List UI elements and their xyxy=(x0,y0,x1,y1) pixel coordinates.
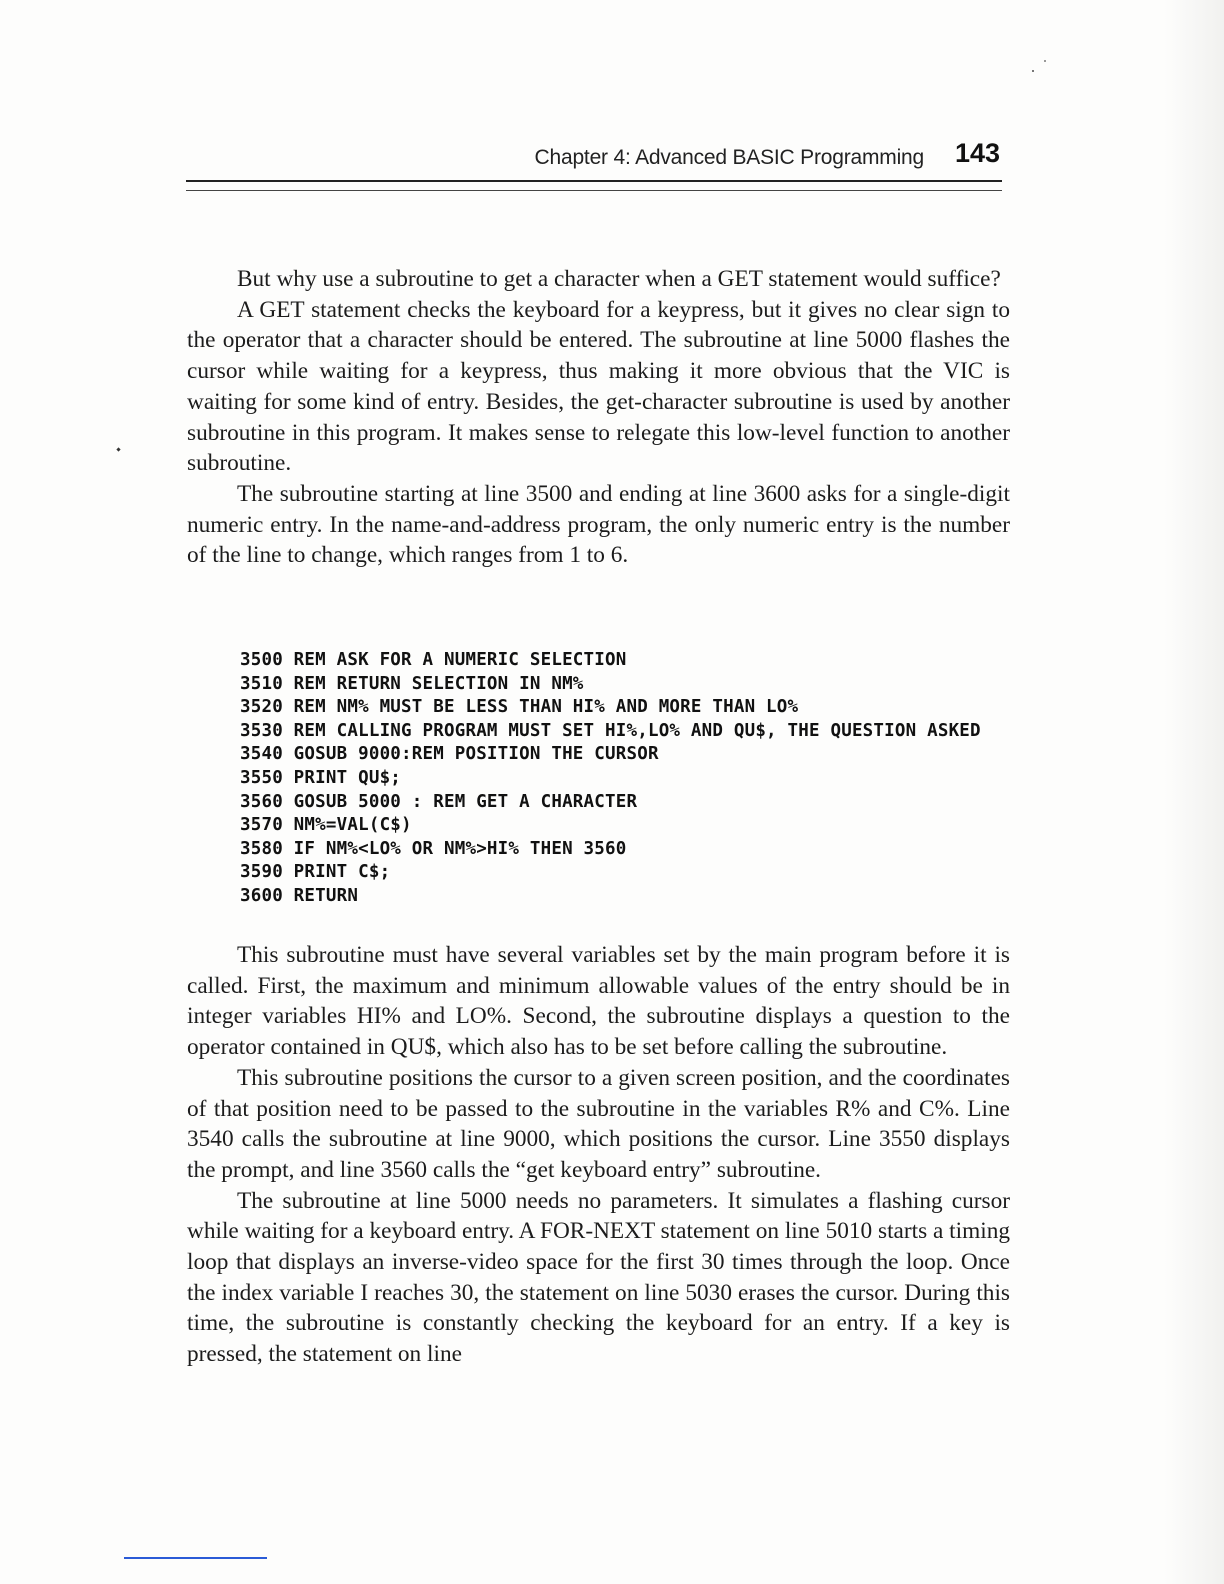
margin-mark xyxy=(116,447,120,451)
speck xyxy=(1032,70,1034,72)
code-listing xyxy=(240,649,1030,909)
code-line: 3580 IF NM%<LO% OR NM%>HI% THEN 3560 xyxy=(240,838,627,859)
running-header xyxy=(186,138,1002,176)
code-line: 3600 RETURN xyxy=(240,885,359,906)
page-edge-shading xyxy=(1164,0,1224,1584)
paragraph: A GET statement checks the keyboard for a keypress, but it gives no clear sign to the operator that a character should be entered. The subroutine at line 5000 flashes the cursor while waiting for a keypress, thus making it more obvious that the VIC is waiting for some kind of entry. Besides, the get-character subroutine is used by another subroutine in this program. It makes sense to relegate this low-level function to another subroutine. xyxy=(187,296,1010,477)
paragraph: The subroutine at line 5000 needs no parameters. It simulates a flashing cursor while waiting for a keyboard entry. A FOR-NEXT statement on line 5010 starts a timing loop that displays an inverse-video space for the first 30 times through the loop. Once the index variable I reaches 30, the statement on line 5030 erases the cursor. During this time, the subroutine is constantly checking the keyboard for an entry. If a key is pressed, the statement on line xyxy=(187,1187,1011,1368)
bottom-underline-mark xyxy=(124,1557,267,1559)
code-line: 3560 GOSUB 5000 : REM GET A CHARACTER xyxy=(240,791,638,812)
speck xyxy=(1044,60,1046,62)
code-line: 3530 REM CALLING PROGRAM MUST SET HI%,LO% AND QU$, THE QUESTION ASKED xyxy=(240,720,981,741)
code-line: 3590 PRINT C$; xyxy=(240,862,391,883)
chapter-title: Chapter 4: Advanced BASIC Programming xyxy=(534,146,924,169)
body-text-top xyxy=(187,264,1010,571)
body-text-bottom xyxy=(187,940,1010,1370)
code-line: 3510 REM RETURN SELECTION IN NM% xyxy=(240,673,584,694)
paragraph: The subroutine starting at line 3500 and ending at line 3600 asks for a single-digit numeric entry. In the name-and-address program, the only numeric entry is the number of the line to change, which ranges from 1 to 6. xyxy=(187,480,1010,569)
header-rule-thick xyxy=(186,180,1002,182)
header-rule-thin xyxy=(186,190,1002,191)
code-line: 3500 REM ASK FOR A NUMERIC SELECTION xyxy=(240,650,627,670)
paragraph: This subroutine positions the cursor to a given screen position, and the coordinates of that position need to be passed to the subroutine in the variables R% and C%. Line 3540 calls the subroutine at line 9000, which positions the cursor. Line 3550 displays the prompt, and line 3560 calls the “get keyboard entry” subroutine. xyxy=(187,1064,1010,1183)
code-line: 3540 GOSUB 9000:REM POSITION THE CURSOR xyxy=(240,744,659,765)
code-line: 3570 NM%=VAL(C$) xyxy=(240,815,412,836)
page-number: 143 xyxy=(954,138,1000,168)
code-line: 3520 REM NM% MUST BE LESS THAN HI% AND MORE THAN LO% xyxy=(240,697,799,718)
paragraph: But why use a subroutine to get a character when a GET statement would suffice? xyxy=(237,266,1001,292)
paragraph: This subroutine must have several variables set by the main program before it is called. First, the maximum and minimum allowable values of the entry should be in integer variables HI% and LO%. Second, the subroutine displays a question to the operator contained in QU$, which also has to be set before calling the subroutine. xyxy=(187,942,1010,1061)
code-line: 3550 PRINT QU$; xyxy=(240,767,402,788)
